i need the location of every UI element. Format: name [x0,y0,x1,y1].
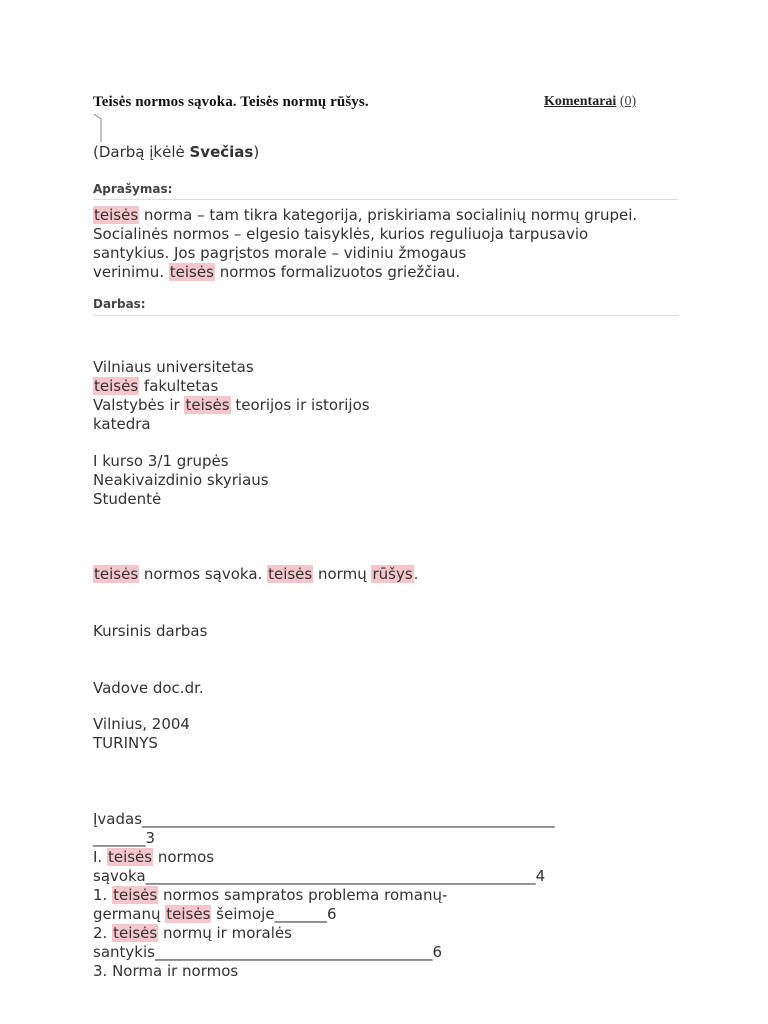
text-line [93,829,693,848]
highlighted-term: teisės [185,396,230,414]
text-line [93,244,693,263]
text-line [93,206,693,225]
text-line [93,565,693,584]
text-line [93,358,693,377]
text-segment: Neakivaizdinio skyriaus [93,471,269,489]
text-segment: 3. Norma ir normos [93,962,239,980]
document-title: Teisės normos sąvoka. Teisės normų rūšys. [93,94,369,110]
highlighted-term: teisės [113,924,158,942]
text-segment: sąvoka____________________________________________________4 [93,867,546,885]
text-segment: teorijos ir istorijos [230,396,370,414]
text-line [93,471,693,490]
uploader-name: Svečias [189,143,254,161]
text-line [93,810,693,829]
text-segment: 2. [93,924,113,942]
text-segment: . [413,565,419,583]
uploader-suffix: ) [253,143,260,161]
highlighted-term: teisės [268,565,313,583]
highlighted-term: teisės [94,377,139,395]
text-line [93,452,693,471]
text-segment: normos sąvoka. [139,565,268,583]
text-line [93,886,693,905]
text-line [93,924,693,943]
uploader-prefix: (Darbą įkėlė [93,143,190,161]
work-paragraph [93,622,693,641]
text-line [93,377,693,396]
text-segment: normos sampratos problema romanų- [158,886,448,904]
text-segment: katedra [93,415,151,433]
header [93,94,653,114]
text-line [93,415,693,434]
text-segment: Studentė [93,490,162,508]
highlighted-term: teisės [166,905,211,923]
highlighted-term: teisės [94,565,139,583]
highlighted-term: rūšys [372,565,413,583]
comments-count[interactable]: (0) [619,94,637,109]
text-segment: santykis_____________________________________6 [93,943,442,961]
text-segment: _______3 [93,829,156,847]
text-segment: Vilnius, 2004 [93,715,190,733]
highlighted-term: teisės [113,886,158,904]
text-segment: normos [153,848,215,866]
text-segment: normos formalizuotos griežčiau. [214,263,461,281]
text-segment: Valstybės ir [93,396,185,414]
text-line [93,490,693,509]
uploader-info [93,143,259,161]
text-segment: germanų [93,905,166,923]
text-segment: fakultetas [139,377,219,395]
text-segment: Įvadas_______________________________________________________ [93,810,555,828]
description-divider [93,199,678,200]
text-line [93,225,693,244]
text-line [93,848,693,867]
text-segment: normų ir moralės [158,924,292,942]
text-line [93,263,693,282]
highlighted-term: teisės [169,263,214,281]
highlighted-term: teisės [94,206,139,224]
text-line [93,867,693,886]
work-paragraph [93,565,693,584]
text-segment: normų [313,565,372,583]
text-segment: santykius. Jos pagrįstos morale – vidiniu žmogaus [93,244,467,262]
text-segment: verinimu. [93,263,169,281]
bracket-icon [93,113,107,143]
work-paragraph [93,452,693,509]
text-segment: 1. [93,886,113,904]
text-line [93,962,693,981]
description-label: Aprašymas: [93,182,173,196]
description-text [93,206,693,282]
highlighted-term: teisės [107,848,153,866]
text-segment: I kurso 3/1 grupės [93,452,229,470]
text-line [93,622,693,641]
text-line [93,734,693,753]
text-segment: Kursinis darbas [93,622,208,640]
text-line [93,943,693,962]
comments-label[interactable]: Komentarai [544,94,617,109]
text-line [93,679,693,698]
work-paragraph [93,810,693,981]
text-segment: TURINYS [93,734,158,752]
text-segment: I. [93,848,107,866]
text-segment: norma – tam tikra kategorija, priskiriama socialinių normų grupei. [139,206,638,224]
work-label: Darbas: [93,297,146,311]
text-line [93,715,693,734]
work-paragraph [93,679,693,698]
text-line [93,905,693,924]
text-segment: šeimoje_______6 [211,905,337,923]
text-segment: Socialinės normos – elgesio taisyklės, kurios reguliuoja tarpusavio [93,225,589,243]
text-segment: Vadove doc.dr. [93,679,204,697]
text-line [93,396,693,415]
work-divider [93,315,678,316]
work-paragraph [93,358,693,434]
text-segment: Vilniaus universitetas [93,358,254,376]
comments-link[interactable] [544,94,636,110]
work-paragraph [93,715,693,753]
